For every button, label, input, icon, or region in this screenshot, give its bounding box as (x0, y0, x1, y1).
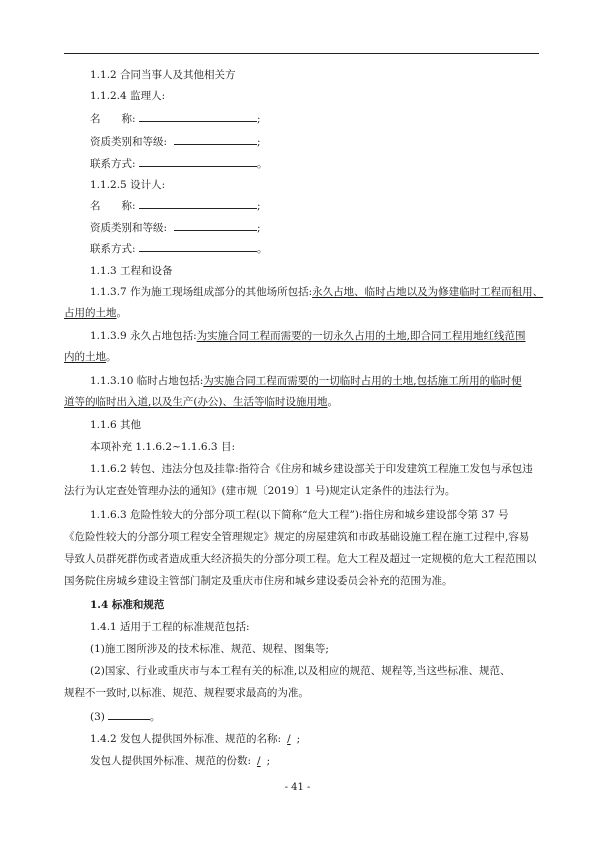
field-label: 资质类别和等级: (90, 136, 168, 148)
section-1-1-2-heading: 1.1.2 合同当事人及其他相关方 (90, 69, 236, 81)
field-label: 名 称: (90, 113, 136, 125)
clause-1-1-3-10-line2: 道等的临时出入道,以及生产(办公)、生活等临时设施用地。 (64, 396, 339, 408)
supervisor-contact-blank (139, 156, 257, 167)
supplement-note: 本项补充 1.1.6.2~1.1.6.3 目: (90, 441, 235, 453)
clause-1-1-3-9-line1: 1.1.3.9 永久占地包括:为实施合同工程而需要的一切永久占用的土地,即合同工程用地红线范围 (90, 330, 526, 342)
designer-name-blank (139, 198, 257, 209)
clause-1-1-3-7-line1: 1.1.3.7 作为施工现场组成部分的其他场所包括:永久占地、临时占地以及为修建临时工程而租用、 (90, 286, 544, 298)
section-1-1-2-4-heading: 1.1.2.4 监理人: (90, 90, 166, 102)
supervisor-name-row: 名 称: ; (90, 113, 261, 125)
designer-qualification-row: 资质类别和等级: ; (90, 222, 261, 234)
clause-1-4-1-item-1: (1)施工图所涉及的技术标准、规范、规程、图集等; (90, 643, 329, 655)
clause-1-4-2-name: 1.4.2 发包人提供国外标准、规范的名称: / ; (90, 733, 301, 745)
section-1-1-3-heading: 1.1.3 工程和设备 (90, 265, 173, 277)
clause-1-4-1-item-2-line1: (2)国家、行业或重庆市与本工程有关的标准,以及相应的规范、规程等,当这些标准、规范、 (90, 665, 511, 677)
field-label: 名 称: (90, 200, 136, 212)
supervisor-qualification-row: 资质类别和等级: ; (90, 136, 261, 148)
designer-contact-row: 联系方式: 。 (90, 243, 268, 255)
clause-1-1-6-3-line1: 1.1.6.3 危险性较大的分部分项工程(以下简称“危大工程”):指住房和城乡建设部令第 37 号 (90, 509, 509, 521)
item-3-blank (108, 709, 150, 720)
supervisor-qualification-blank (174, 134, 257, 145)
page-number: - 41 - (284, 782, 311, 793)
field-label: 资质类别和等级: (90, 222, 168, 234)
designer-contact-blank (139, 241, 257, 252)
designer-name-row: 名 称: ; (90, 200, 261, 212)
clause-1-1-6-3-line3: 导致人员群死群伤或者造成重大经济损失的分部分项工程。危大工程及超过一定规模的危大工程范围以 (64, 553, 537, 565)
header-rule (64, 53, 539, 54)
clause-1-1-6-2-line1: 1.1.6.2 转包、违法分包及挂靠:指符合《住房和城乡建设部关于印发建筑工程施工发包与承包违 (90, 463, 533, 475)
clause-1-1-3-10-line1: 1.1.3.10 临时占地包括:为实施合同工程而需要的一切临时占用的土地,包括施工所用的临时便 (90, 375, 522, 387)
clause-1-1-6-3-line2: 《危险性较大的分部分项工程安全管理规定》规定的房屋建筑和市政基础设施工程在施工过程中,容易 (64, 531, 530, 543)
section-1-1-2-5-heading: 1.1.2.5 设计人: (90, 179, 166, 191)
clause-1-1-3-9-line2: 内的土地。 (64, 351, 117, 363)
clause-1-4-1-item-2-line2: 规程不一致时,以标准、规范、规程要求最高的为准。 (64, 687, 309, 699)
field-label: 联系方式: (90, 158, 136, 170)
clause-1-1-6-2-line2: 法行为认定查处管理办法的通知》(建市规〔2019〕1 号)规定认定条件的违法行为。 (64, 485, 456, 497)
clause-1-4-2-copies: 发包人提供国外标准、规范的份数: / ; (90, 755, 271, 767)
clause-1-1-3-7-line2: 占用的土地。 (64, 307, 127, 319)
designer-qualification-blank (174, 220, 257, 231)
section-1-1-6-heading: 1.1.6 其他 (90, 419, 142, 431)
clause-1-4-1: 1.4.1 适用于工程的标准规范包括: (90, 621, 250, 633)
supervisor-contact-row: 联系方式: 。 (90, 158, 268, 170)
clause-1-4-1-item-3: (3) 。 (90, 711, 161, 723)
field-label: 联系方式: (90, 243, 136, 255)
section-1-4-heading: 1.4 标准和规范 (90, 599, 165, 611)
clause-1-1-6-3-line4: 国务院住房城乡建设主管部门制定及重庆市住房和城乡建设委员会补充的范围为准。 (64, 575, 453, 587)
supervisor-name-blank (139, 111, 257, 122)
